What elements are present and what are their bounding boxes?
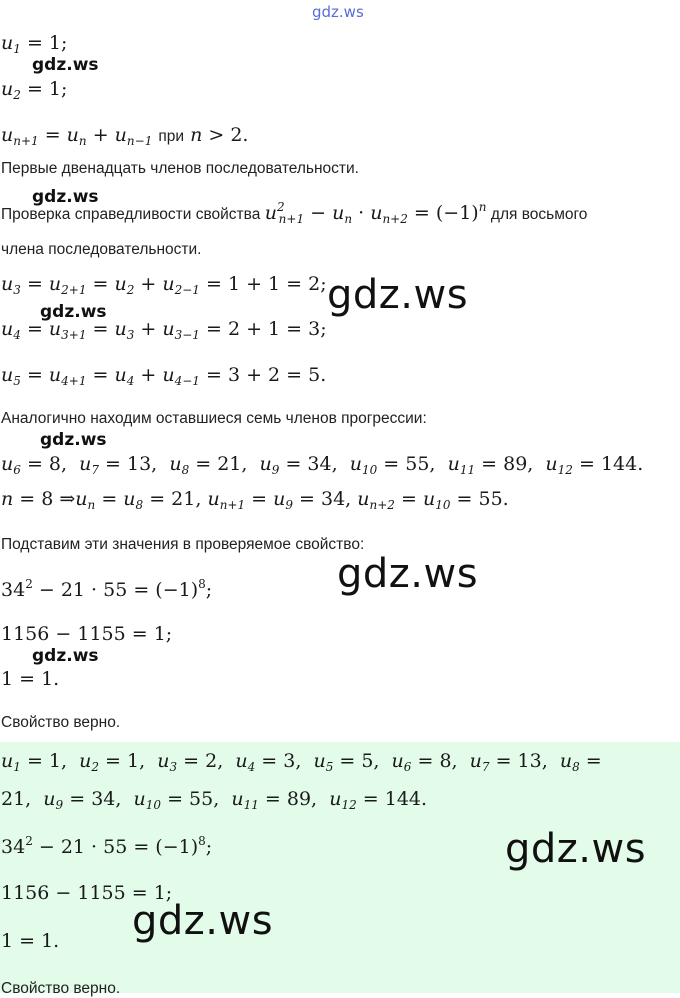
text-check-suffix: для восьмого [490,206,588,223]
text-check-prefix: Проверка справедливости свойства [1,206,261,223]
answer-compute: 1156 − 1155 = 1; [1,882,173,904]
text-check-line2: члена последовательности. [1,241,202,258]
formula-result: 1 = 1. [1,668,60,690]
formula-u3: $u_3 = u_{2+1} = u_2 + u_{2-1} = 1 + 1 = 2$; [1,273,327,297]
watermark-small: gdz.ws [32,55,99,75]
watermark-small: gdz.ws [40,430,107,450]
watermark-small: gdz.ws [32,646,99,666]
watermark-small: gdz.ws [40,302,107,322]
formula-property: $u^2_{n+1} - u_n \cdot u_{n+2} = (-1)^n$ [264,200,487,226]
watermark-big: gdz.ws [337,551,479,597]
answer-block [0,742,680,997]
formula-u1: $u_1 = 1$; [1,32,68,56]
text-first-twelve: Первые двенадцать членов последовательности. [1,160,359,177]
formula-u4: $u_4 = u_{3+1} = u_3 + u_{3-1} = 2 + 1 = 3$; [1,318,327,342]
formula-substitution: $34^2 - 21 \cdot 55 = (-1)^8$; [1,577,213,601]
formula-recurrence: $u_{n+1} = u_n + u_{n-1}$ при n > 2. [1,124,249,148]
answer-terms-line2: 21, $u_9 = 34$, $u_{10} = 55$, $u_{11} = 89$, $u_{12} = 144$. [1,788,428,812]
formula-u2: $u_2 = 1$; [1,78,68,102]
formula-n8: n = 8 $\Rightarrow u_n = u_8 = 21$, $u_{n+1} = u_9 = 34$, $u_{n+2} = u_{10} = 55$. [1,488,509,512]
answer-terms-line1: $u_1 = 1$, $u_2 = 1$, $u_3 = 2$, $u_4 = 3$, $u_5 = 5$, $u_6 = 8$, $u_7 = 13$, $u_8$ = [1,750,602,774]
formula-u5: $u_5 = u_{4+1} = u_4 + u_{4-1} = 3 + 2 = 5$. [1,364,327,388]
watermark-top: gdz.ws [312,3,364,21]
text-verdict: Свойство верно. [1,714,121,731]
watermark-big: gdz.ws [132,898,274,944]
answer-result: 1 = 1. [1,930,60,952]
answer-verdict-cut: Свойство верно. [1,980,121,997]
watermark-small: gdz.ws [32,187,99,207]
check-property-line [1,200,587,226]
answer-substitution: $34^2 - 21 \cdot 55 = (-1)^8$; [1,834,213,858]
formula-u6-u12: $u_6 = 8$, $u_7 = 13$, $u_8 = 21$, $u_9 = 34$, $u_{10} = 55$, $u_{11} = 89$, $u_{12} = 144$. [1,453,644,477]
watermark-big: gdz.ws [327,272,469,318]
watermark-big: gdz.ws [505,826,647,872]
text-substitute: Подставим эти значения в проверяемое свойство: [1,536,365,553]
formula-compute: 1156 − 1155 = 1; [1,623,173,645]
text-similarly: Аналогично находим оставшиеся семь членов прогрессии: [1,410,427,427]
